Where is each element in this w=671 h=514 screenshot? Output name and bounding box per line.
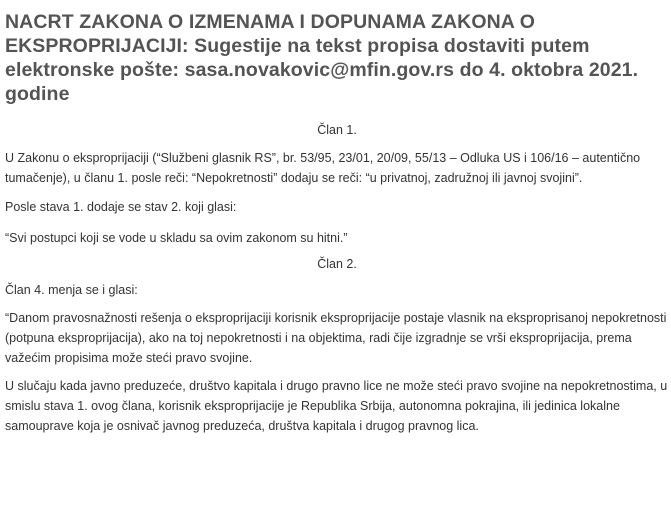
paragraph-1: U Zakonu o eksproprijaciji (“Službeni glasnik RS”, br. 53/95, 23/01, 20/09, 55/13 – Odluka US i 106/16 – autentično tumačenje), u članu 1. posle reči: “Nepokretnosti” dodaju se reči: “u privatnoj, zadružnoj ili javnoj svojini”.: [5, 151, 641, 185]
paragraph-2: Posle stava 1. dodaje se stav 2. koji glasi:: [5, 200, 237, 214]
paragraph-3: “Svi postupci koji se vode u skladu sa ovim zakonom su hitni.”: [5, 231, 348, 245]
article-heading-1: Član 1.: [317, 123, 357, 137]
paragraph-4: Član 4. menja se i glasi:: [5, 283, 138, 297]
article-heading-2: Član 2.: [317, 257, 357, 271]
paragraph-6: U slučaju kada javno preduzeće, društvo kapitala i drugo pravno lice ne može steći pravo svojine na nepokretnostima, u smislu stava 1. ovog člana, korisnik eksproprijacije je Republika Srbija, autonomna pokrajina, ili jedinica lokalne samouprave koja je osnivač javnog preduzeća, društva kapitala i drugog pravnog lica.: [5, 379, 668, 433]
paragraph-5: “Danom pravosnažnosti rešenja o eksproprijaciji korisnik eksproprijacije postaje vlasnik na eksproprisanoj nepokretnosti (potpuna eksproprijacija), ako na toj nepokretnosti i na objektima, radi čije izgradnje se vrši eksproprijacija, prema važećim propisima može steći pravo svojine.: [5, 311, 667, 365]
document-page: [5, 4, 669, 436]
page-title: NACRT ZAKONA O IZMENAMA I DOPUNAMA ZAKONA O EKSPROPRIJACIJI: Sugestije na tekst propisa dostaviti putem elektronske pošte: sasa.novakovic@mfin.gov.rs do 4. oktobra 2021. godine: [5, 11, 639, 105]
